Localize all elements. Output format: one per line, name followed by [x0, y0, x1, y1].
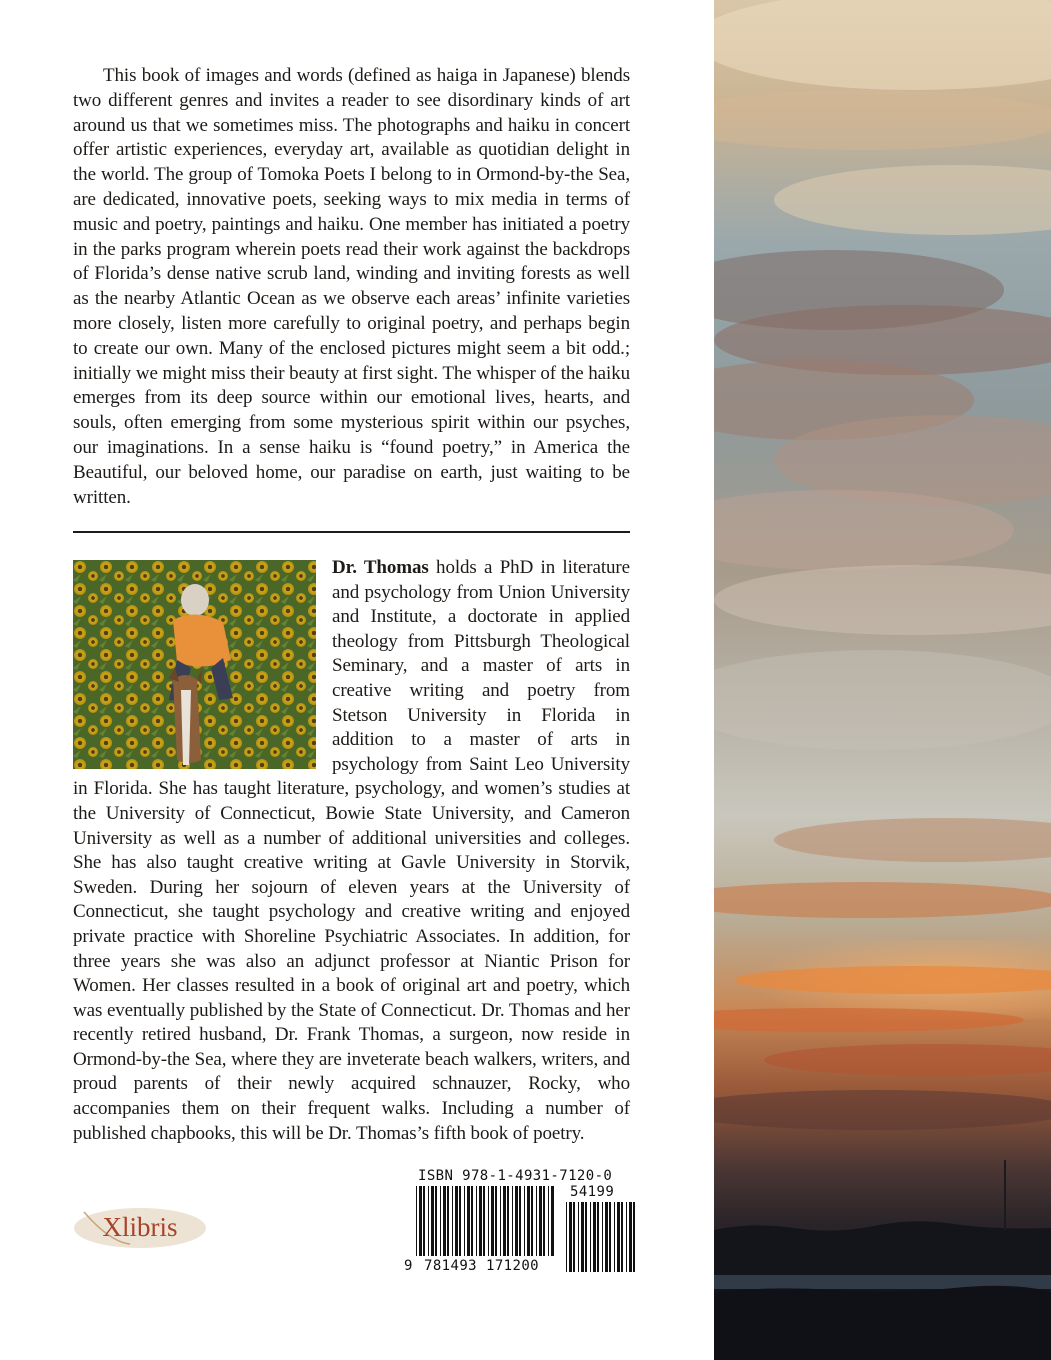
barcode-bar [569, 1202, 572, 1272]
barcode-bar [605, 1202, 608, 1272]
author-bio-section [73, 556, 630, 1146]
intro-section [73, 64, 630, 510]
barcode-bar [435, 1186, 437, 1256]
barcode-bar [551, 1186, 554, 1256]
barcode-bar [447, 1186, 449, 1256]
barcode-bar [633, 1202, 635, 1272]
barcode-bar [548, 1186, 549, 1256]
isbn-barcode [402, 1166, 640, 1276]
barcode-bar [578, 1202, 579, 1272]
barcode-bar [471, 1186, 473, 1256]
barcode-bar [524, 1186, 525, 1256]
barcode-bar [581, 1202, 584, 1272]
xlibris-logo [70, 1202, 210, 1254]
author-photo [73, 560, 316, 769]
barcode-bar [629, 1202, 632, 1272]
barcode-bar [423, 1186, 425, 1256]
barcode-bar [626, 1202, 627, 1272]
barcode-digits-left: 781493 [424, 1258, 477, 1274]
barcode-bar [431, 1186, 434, 1256]
barcode-bar [419, 1186, 422, 1256]
barcode-bar [507, 1186, 509, 1256]
barcode-bar [573, 1202, 575, 1272]
barcode-bar [566, 1202, 567, 1272]
price-code: 54199 [570, 1184, 615, 1200]
author-name: Dr. Thomas [332, 557, 429, 578]
isbn-label: ISBN 978-1-4931-7120-0 [418, 1168, 613, 1184]
barcode-bar [483, 1186, 485, 1256]
barcode-bar [459, 1186, 461, 1256]
barcode-bar [609, 1202, 611, 1272]
intro-paragraph: This book of images and words (defined as haiga in Japanese) blends two different genres and invites a reader to see disordinary kinds of art around us that we sometimes miss. The photographs and haiku in concert offer artistic experiences, everyday art, available as quotidian delight in the world. The group of Tomoka Poets I belong to in Ormond-by-the Sea, are dedicated, innovative poets, seeking ways to mix media in terms of music and poetry, paintings and haiku. One member has initiated a poetry in the parks program wherein poets read their work against the backdrops of Florida’s dense native scrub land, winding and inviting forests as well as the nearby Atlantic Ocean as we observe each areas’ infinite varieties more closely, listen more carefully to original poetry, and perhaps begin to create our own. Many of the enclosed pictures might seem a bit odd.; initially we might miss their beauty at first sight. The whisper of the haiku emerges from its deep source within our emotional lives, hearts, and souls, often emerging from some mysterious spirit within our psyches, our imaginations. In a sense haiku is “found poetry,” in America the Beautiful, our beloved home, our paradise on earth, just waiting to be written. [73, 65, 630, 508]
barcode-bar [476, 1186, 477, 1256]
barcode-bar [593, 1202, 596, 1272]
barcode-bar [512, 1186, 513, 1256]
section-divider [73, 531, 630, 533]
barcode-bar [590, 1202, 591, 1272]
barcode-bar [536, 1186, 537, 1256]
xlibris-logo-text: Xlibris [102, 1212, 178, 1242]
barcode-bar [614, 1202, 615, 1272]
barcode-bar [621, 1202, 623, 1272]
barcode-bar [539, 1186, 542, 1256]
barcode-bar [515, 1186, 518, 1256]
barcode-bar [452, 1186, 453, 1256]
barcode-bar [440, 1186, 441, 1256]
barcode-digit-lead: 9 [404, 1258, 413, 1274]
barcode-bar [597, 1202, 599, 1272]
barcode-bar [531, 1186, 533, 1256]
sunset-sky-photo [714, 0, 1051, 1360]
barcode-bar [585, 1202, 587, 1272]
barcode-bar [495, 1186, 497, 1256]
barcode-digits-right: 171200 [486, 1258, 539, 1274]
barcode-bar [491, 1186, 494, 1256]
barcode-bar [500, 1186, 501, 1256]
barcode-bar [479, 1186, 482, 1256]
barcode-bar [455, 1186, 458, 1256]
barcode-bar [602, 1202, 603, 1272]
barcode-bar [467, 1186, 470, 1256]
barcode-bar [464, 1186, 465, 1256]
barcode-bar [527, 1186, 530, 1256]
barcode-bar [443, 1186, 446, 1256]
barcode-bar [617, 1202, 620, 1272]
barcode-bar [543, 1186, 545, 1256]
barcode-bar [519, 1186, 521, 1256]
barcode-bar [488, 1186, 489, 1256]
barcode-bar [416, 1186, 417, 1256]
author-bio-text: holds a PhD in literature and psychology from Union University and Institute, a doctorate in applied theology from Pittsburgh Theological Seminary, and a master of arts in creative writing and poetry from Stetson University in Florida in addition to a master of arts in psychology from Saint Leo University in Florida. She has taught literature, psychology, and women’s studies at the University of Connecticut, Bowie State University, and Cameron University as well as a number of additional universities and colleges. She has also taught creative writing at Gavle University in Storvik, Sweden. During her sojourn of eleven years at the University of Connecticut, she taught psychology and creative writing and enjoyed private practice with Shoreline Psychiatric Associates. In addition, for three years she was also an adjunct professor at Niantic Prison for Women. Her classes resulted in a book of original art and poetry, which was eventually published by the State of Connecticut. Dr. Thomas and her recently retired husband, Dr. Frank Thomas, a surgeon, now reside in Ormond-by-the Sea, where they are inveterate beach walkers, writers, and proud parents of their newly acquired schnauzer, Rocky, who accompanies them on their frequent walks. Including a number of published chapbooks, this will be Dr. Thomas’s fifth book of poetry. [73, 557, 630, 1144]
barcode-bar [503, 1186, 506, 1256]
barcode-bar [428, 1186, 429, 1256]
